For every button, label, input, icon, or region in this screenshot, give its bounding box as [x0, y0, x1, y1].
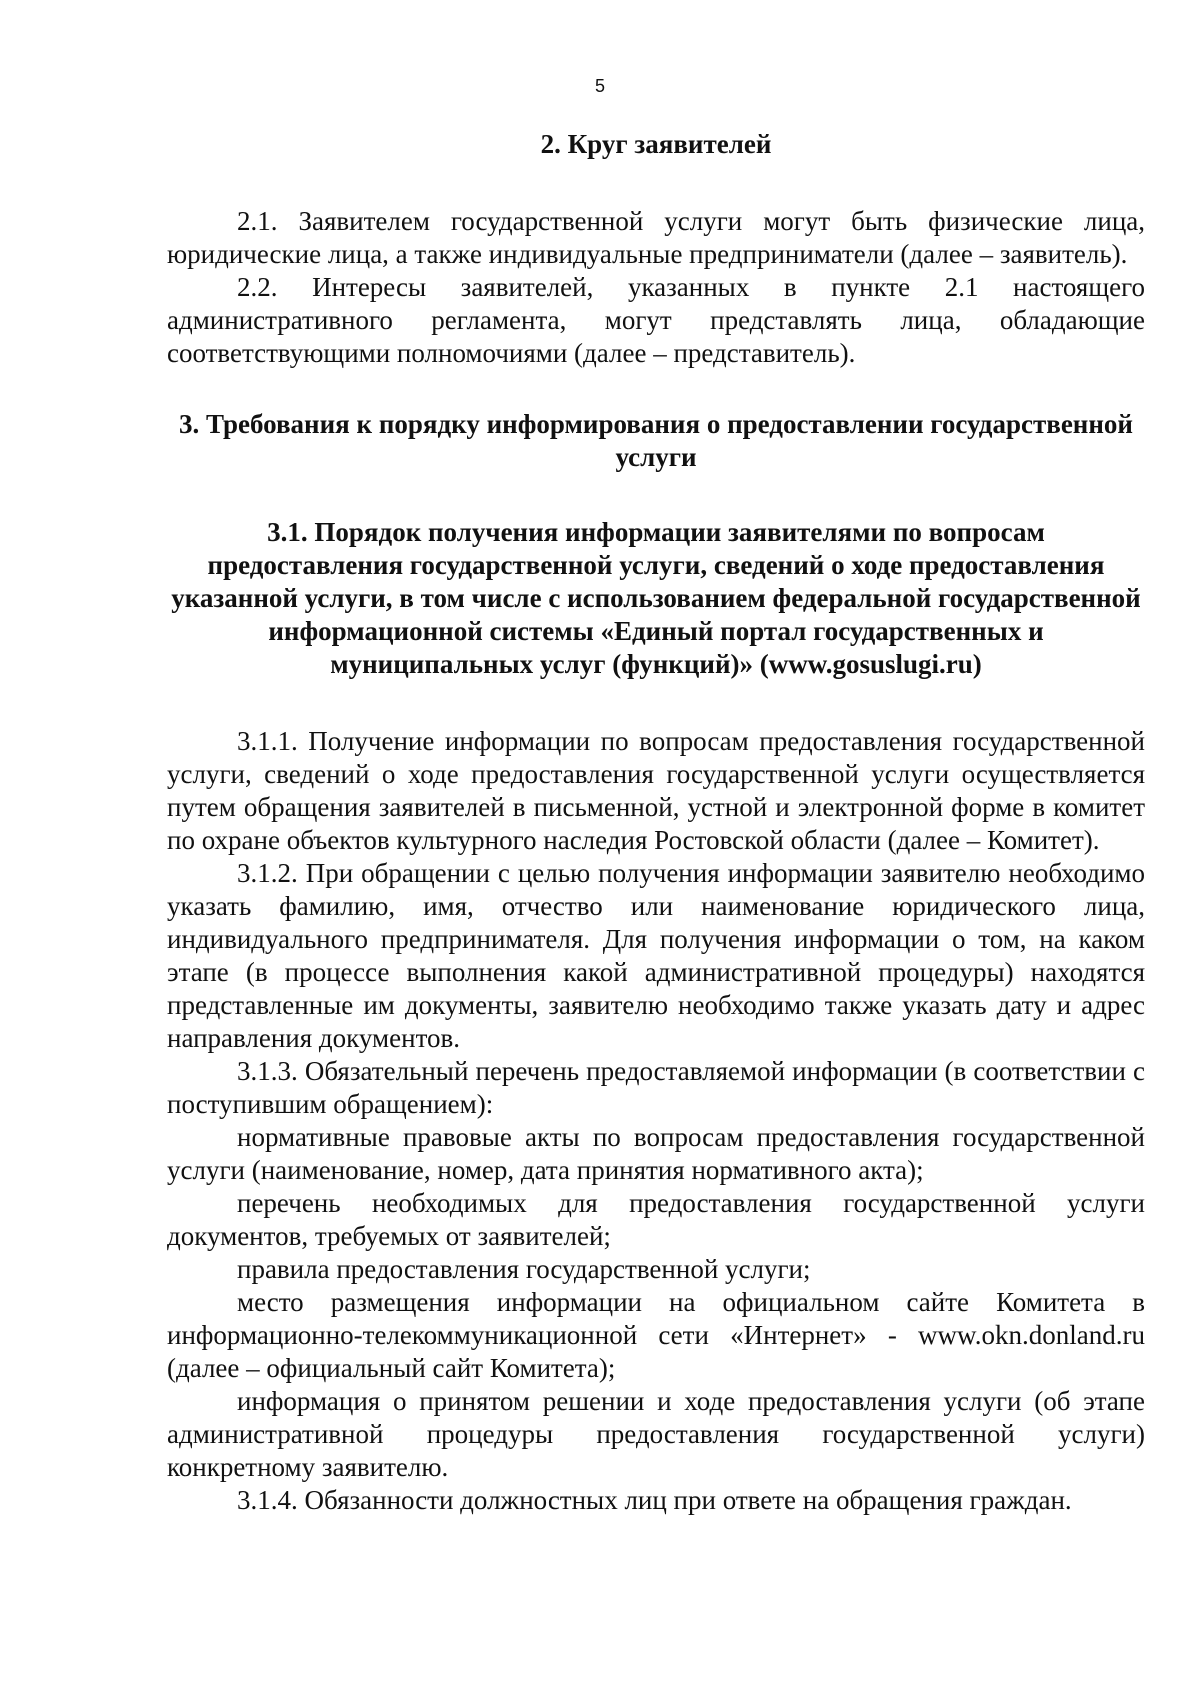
paragraph-3-1-2: 3.1.2. При обращении с целью получения информации заявителю необходимо указать фамилию, имя, отчество или наименование юридического лица, индивидуального предпринимателя. Для получения информации о том, на каком этапе (в процессе выполнения какой административной процедуры) находятся представленные им документы, заявителю необходимо также указать дату и адрес направления документов.	[167, 858, 1145, 1053]
section-3-title: 3. Требования к порядку информирования о предоставлении государственной услуги	[179, 409, 1133, 472]
paragraph-3-1-4: 3.1.4. Обязанности должностных лиц при ответе на обращения граждан.	[237, 1485, 1072, 1515]
subsection-3-1-title: 3.1. Порядок получения информации заявителями по вопросам предоставления государственной услуги, сведений о ходе предоставления указанной услуги, в том числе с использованием федеральной государственной информационной системы «Единый портал государственных и муниципальных услуг (функций)» (www.gosuslugi.ru)	[171, 517, 1141, 679]
paragraph-2-1: 2.1. Заявителем государственной услуги могут быть физические лица, юридические лица, а также индивидуальные предприниматели (далее – заявитель).	[167, 206, 1145, 269]
paragraph-2-2: 2.2. Интересы заявителей, указанных в пункте 2.1 настоящего административного регламента, могут представлять лица, обладающие соответствующими полномочиями (далее – представитель).	[167, 272, 1145, 368]
document-body	[167, 128, 1145, 1517]
list-item-rules: правила предоставления государственной услуги;	[237, 1254, 811, 1284]
list-item-documents: перечень необходимых для предоставления государственной услуги документов, требуемых от заявителей;	[167, 1188, 1145, 1251]
list-item-decision-info: информация о принятом решении и ходе предоставления услуги (об этапе административной процедуры предоставления государственной услуги) конкретному заявителю.	[167, 1386, 1145, 1482]
paragraph-3-1-1: 3.1.1. Получение информации по вопросам предоставления государственной услуги, сведений о ходе предоставления государственной услуги осуществляется путем обращения заявителей в письменной, устной и электронной форме в комитет по охране объектов культурного наследия Ростовской области (далее – Комитет).	[167, 726, 1145, 855]
list-item-website: место размещения информации на официальном сайте Комитета в информационно-телекоммуникационной сети «Интернет» - www.okn.donland.ru (далее – официальный сайт Комитета);	[167, 1287, 1145, 1383]
paragraph-3-1-3: 3.1.3. Обязательный перечень предоставляемой информации (в соответствии с поступившим обращением):	[167, 1056, 1145, 1119]
page-number: 5	[594, 76, 605, 96]
list-item-normative-acts: нормативные правовые акты по вопросам предоставления государственной услуги (наименование, номер, дата принятия нормативного акта);	[167, 1122, 1145, 1185]
section-2-title: 2. Круг заявителей	[540, 129, 772, 159]
